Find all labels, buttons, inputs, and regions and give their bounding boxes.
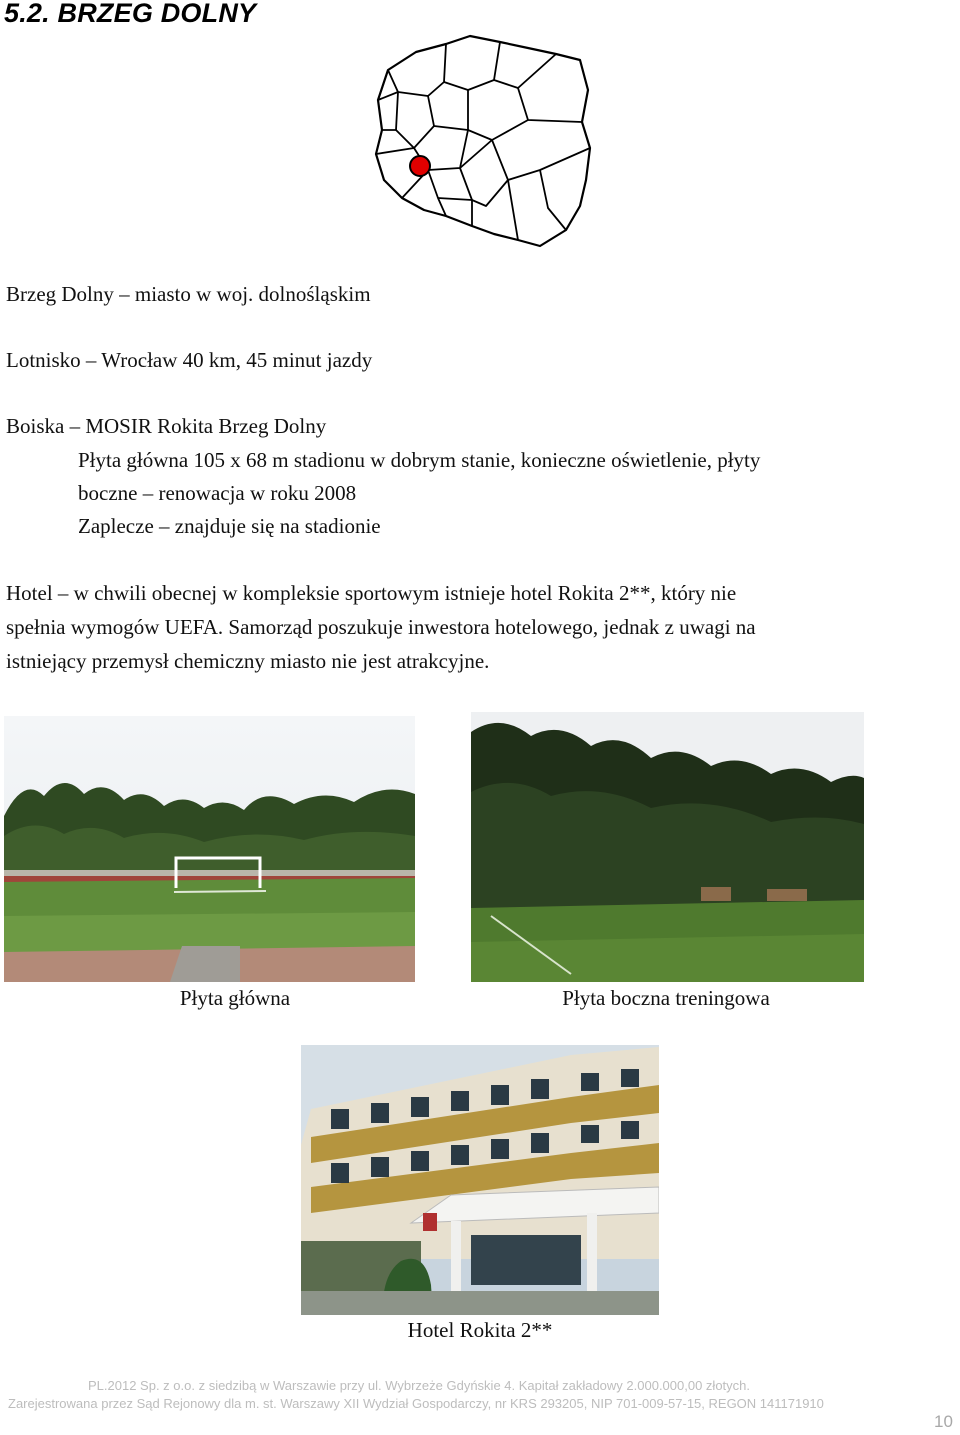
- section-heading: 5.2. BRZEG DOLNY: [4, 0, 257, 28]
- side-field-photo: [471, 712, 864, 982]
- hotel-paragraph-line: spełnia wymogów UEFA. Samorząd poszukuje inwestora hotelowego, jednak z uwagi na: [6, 615, 756, 639]
- fields-back-line: Zaplecze – znajduje się na stadionie: [78, 514, 381, 538]
- hotel-photo: [301, 1045, 659, 1315]
- hotel-paragraph: [6, 576, 906, 678]
- caption-hotel: Hotel Rokita 2**: [407, 1318, 553, 1342]
- city-line: Brzeg Dolny – miasto w woj. dolnośląskim: [6, 282, 371, 306]
- caption-side-field: Płyta boczna treningowa: [562, 986, 770, 1010]
- airport-line: Lotnisko – Wrocław 40 km, 45 minut jazdy: [6, 348, 373, 372]
- location-dot-icon: [410, 156, 430, 176]
- main-field-photo: [4, 716, 415, 982]
- fields-main-line-2: boczne – renowacja w roku 2008: [78, 481, 357, 505]
- caption-main-field: Płyta główna: [179, 986, 291, 1010]
- hotel-paragraph-line: istniejący przemysł chemiczny miasto nie jest atrakcyjne.: [6, 649, 490, 673]
- fields-main-line-1: Płyta główna 105 x 68 m stadionu w dobrym stanie, konieczne oświetlenie, płyty: [78, 448, 761, 472]
- fields-title: Boiska – MOSIR Rokita Brzeg Dolny: [6, 414, 327, 438]
- hotel-paragraph-line: Hotel – w chwili obecnej w kompleksie sportowym istnieje hotel Rokita 2**, który nie: [6, 581, 737, 605]
- footer-line-2: Zarejestrowana przez Sąd Rejonowy dla m. st. Warszawy XII Wydział Gospodarczy, nr KRS 293205, NIP 701-009-57-15, REGON 141171910: [8, 1396, 824, 1411]
- page-number: 10: [934, 1412, 953, 1431]
- poland-map: [368, 30, 596, 252]
- footer-line-1: PL.2012 Sp. z o.o. z siedzibą w Warszawie przy ul. Wybrzeże Gdyńskie 4. Kapitał zakładowy 2.000.000,00 złotych.: [88, 1378, 751, 1393]
